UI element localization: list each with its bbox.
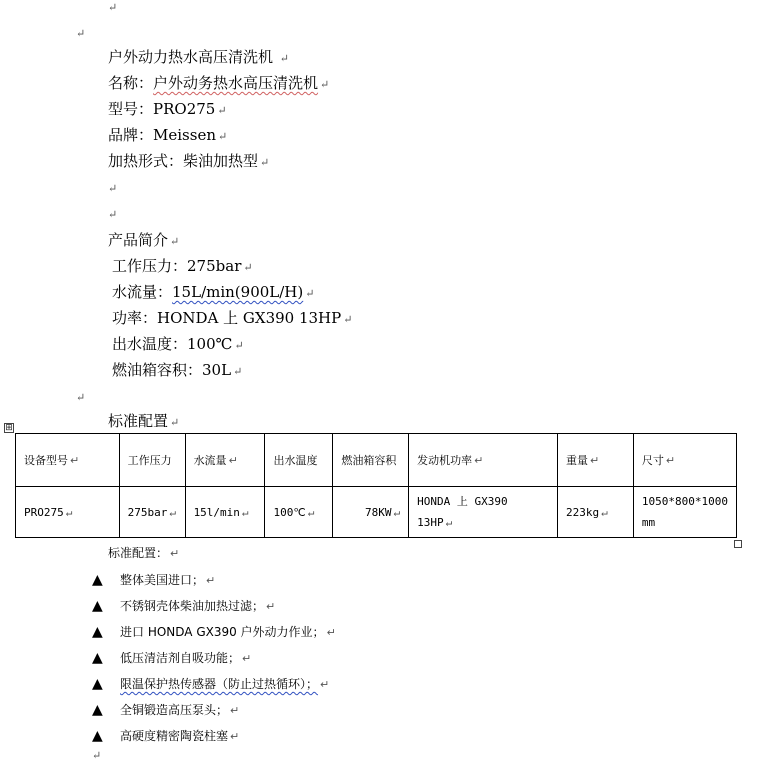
spec-label: 功率： — [112, 309, 158, 327]
spec-value: 15L/min(900L/H) — [172, 283, 304, 301]
paragraph-mark: ↵ — [92, 749, 102, 762]
paragraph-mark: ↵ — [217, 130, 228, 143]
table-cell: PRO275 ↵ — [16, 487, 120, 538]
brand-line — [108, 125, 227, 147]
table-header-cell: 燃油箱容积 — [333, 434, 409, 487]
spec-value: 100℃ — [187, 335, 233, 353]
paragraph-mark: ↵ — [76, 27, 86, 40]
list-item: ▲ 限温保护热传感器（防止过热循环）； ↵ — [92, 676, 330, 692]
paragraph-mark: ↵ — [320, 78, 330, 91]
standard-heading: 标准配置 — [108, 412, 169, 430]
name-value: 户外动务热水高压清洗机 — [153, 74, 319, 92]
table-cell: 275bar ↵ — [119, 487, 185, 538]
table-cell: HONDA 上 GX390 13HP ↵ — [409, 487, 558, 538]
table-cell: 223kg ↵ — [558, 487, 634, 538]
spec-value: HONDA 上 GX390 13HP — [157, 309, 342, 327]
brand-label: 品牌： — [108, 126, 154, 144]
paragraph-mark: ↵ — [243, 261, 253, 274]
table-header-row — [16, 434, 737, 487]
name-label: 名称： — [108, 74, 154, 92]
standard-heading-line — [108, 411, 179, 433]
spec-value: 275bar — [187, 257, 242, 275]
table-header-cell: 重量 ↵ — [558, 434, 634, 487]
spec-table — [15, 433, 737, 538]
table-move-handle-icon[interactable]: ⊞ — [5, 423, 13, 433]
paragraph-mark: ↵ — [108, 208, 118, 221]
triangle-bullet-icon: ▲ — [92, 624, 103, 640]
list-item: ▲ 不锈钢壳体柴油加热过滤； ↵ — [92, 598, 276, 614]
product-title-line — [108, 47, 289, 69]
config-title: 标准配置： — [108, 546, 169, 560]
list-item: ▲ 整体美国进口； ↵ — [92, 572, 216, 588]
spec-label: 燃油箱容积： — [112, 361, 203, 379]
paragraph-mark: ↵ — [343, 313, 353, 326]
model-line — [108, 99, 227, 121]
table-row — [16, 487, 737, 538]
table-header-cell: 设备型号 ↵ — [16, 434, 120, 487]
heating-label: 加热形式： — [108, 152, 184, 170]
list-item: ▲ 全铜锻造高压泵头； ↵ — [92, 702, 240, 718]
table-header-cell: 工作压力 — [119, 434, 185, 487]
spec-label: 出水温度： — [112, 335, 188, 353]
table-header-cell: 尺寸 ↵ — [633, 434, 736, 487]
list-item: ▲ 高硬度精密陶瓷柱塞 ↵ — [92, 728, 240, 744]
paragraph-mark: ↵ — [233, 365, 243, 378]
heating-value: 柴油加热型 — [183, 152, 259, 170]
table-cell: 100℃ ↵ — [265, 487, 333, 538]
paragraph-mark: ↵ — [217, 104, 227, 117]
table-resize-handle[interactable] — [734, 540, 742, 548]
spec-label: 水流量： — [112, 283, 173, 301]
spec-line — [112, 256, 253, 278]
spec-line — [112, 282, 314, 304]
triangle-bullet-icon: ▲ — [92, 676, 103, 692]
spec-line — [112, 334, 244, 356]
name-line — [108, 73, 329, 95]
product-title: 户外动力热水高压清洗机 — [108, 48, 274, 66]
triangle-bullet-icon: ▲ — [92, 650, 103, 666]
model-label: 型号： — [108, 100, 154, 118]
paragraph-mark: ↵ — [170, 416, 180, 429]
table-header-cell: 发动机功率 ↵ — [409, 434, 558, 487]
config-title-line — [108, 544, 179, 561]
model-value: PRO275 — [153, 100, 216, 118]
heating-line — [108, 151, 269, 173]
table-cell: 15l/min ↵ — [185, 487, 265, 538]
spec-line — [112, 308, 352, 330]
paragraph-mark: ↵ — [170, 547, 180, 560]
table-header-cell: 出水温度 — [265, 434, 333, 487]
paragraph-mark: ↵ — [108, 1, 118, 14]
intro-heading-line — [108, 230, 179, 252]
paragraph-mark: ↵ — [108, 182, 118, 195]
paragraph-mark: ↵ — [305, 287, 315, 300]
triangle-bullet-icon: ▲ — [92, 702, 103, 718]
table-cell: 1050*800*1000 mm — [633, 487, 736, 538]
spec-label: 工作压力： — [112, 257, 188, 275]
paragraph-mark: ↵ — [170, 235, 180, 248]
list-item: ▲ 低压清洁剂自吸功能； ↵ — [92, 650, 252, 666]
brand-value: Meissen — [153, 126, 216, 144]
triangle-bullet-icon: ▲ — [92, 598, 103, 614]
triangle-bullet-icon: ▲ — [92, 572, 103, 588]
list-item: ▲ 进口 HONDA GX390 户外动力作业； ↵ — [92, 624, 336, 640]
paragraph-mark: ↵ — [76, 391, 86, 404]
table-header-cell: 水流量 ↵ — [185, 434, 265, 487]
triangle-bullet-icon: ▲ — [92, 728, 103, 744]
paragraph-mark: ↵ — [279, 52, 290, 65]
intro-heading: 产品简介 — [108, 231, 169, 249]
spec-value: 30L — [202, 361, 232, 379]
paragraph-mark: ↵ — [234, 339, 244, 352]
table-cell: 78KW ↵ — [333, 487, 409, 538]
spec-line — [112, 360, 242, 382]
paragraph-mark: ↵ — [260, 156, 270, 169]
